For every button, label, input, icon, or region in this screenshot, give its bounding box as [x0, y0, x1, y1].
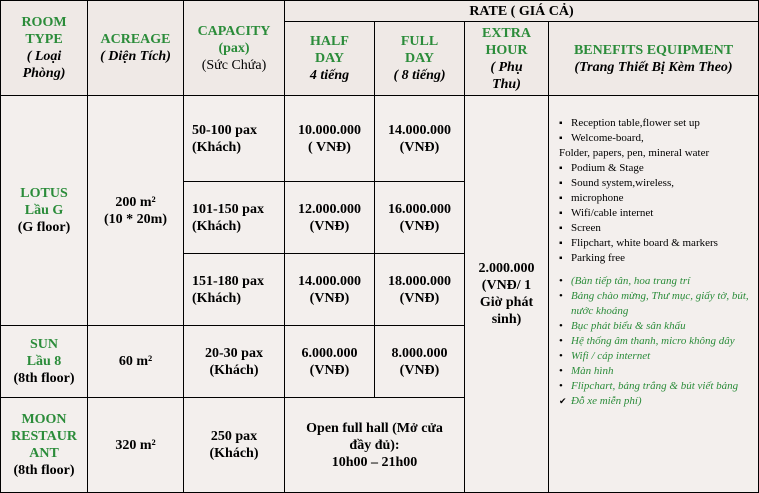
moon-name-2: RESTAUR: [11, 429, 77, 444]
benefit-item: ▪ Wifi/cable internet: [559, 206, 718, 221]
half-day-label-1: HALF: [310, 34, 349, 49]
room-type-vi-2: Phòng): [22, 66, 66, 81]
benefit-vi-item: • Bảng chào mừng, Thư mục, giấy tờ, bút, nước khoáng: [559, 289, 754, 319]
header-rate: [285, 0, 759, 22]
capacity-value: 20-30 pax: [205, 345, 263, 361]
half-day-label-2: DAY: [314, 51, 345, 66]
price-value: 12.000.000: [298, 201, 361, 217]
benefit-item: Folder, papers, pen, mineral water: [559, 147, 710, 159]
extra-hour-price: 2.000.000: [478, 261, 535, 276]
header-acreage: [88, 0, 184, 96]
extra-hour-unit-2: Giờ phát: [479, 295, 534, 310]
price-currency: (VNĐ): [399, 290, 440, 306]
lotus-name-2: Lầu G: [24, 203, 64, 218]
capacity-unit: (Khách): [209, 362, 259, 378]
price-value: 16.000.000: [388, 201, 451, 217]
capacity-unit: (Khách): [192, 139, 241, 155]
lotus-tier1-full: [375, 96, 465, 182]
benefit-vi-item: • Wifi / cáp internet: [559, 349, 754, 364]
price-value: 14.000.000: [388, 122, 451, 138]
benefit-item: ▪ Reception table,flower set up: [559, 116, 718, 131]
price-currency: (VNĐ): [399, 362, 440, 378]
header-half-day: [285, 22, 375, 96]
header-room-type: [0, 0, 88, 96]
benefit-vi-item: • Màn hình: [559, 364, 754, 379]
capacity-value: 50-100 pax: [192, 122, 257, 138]
lotus-dimensions: (10 * 20m): [104, 211, 167, 227]
benefit-item: ▪ Screen: [559, 221, 718, 236]
capacity-value: 250 pax: [210, 429, 258, 444]
price-currency: (VNĐ): [399, 218, 440, 234]
moon-open-hall: [285, 398, 465, 493]
benefit-item: ▪ Flipchart, white board & markers: [559, 236, 718, 251]
price-currency: (VNĐ): [399, 139, 440, 155]
benefit-vi-item: • Flipchart, bảng trắng & bút viết bảng: [559, 379, 754, 394]
rate-label: RATE ( GIÁ CẢ): [469, 3, 574, 19]
full-day-label-1: FULL: [400, 34, 439, 49]
moon-name-1: MOON: [21, 412, 67, 427]
room-type-label-2: TYPE: [25, 32, 63, 47]
lotus-tier2-half: [285, 182, 375, 254]
header-full-day: [375, 22, 465, 96]
lotus-floor: (G floor): [17, 220, 71, 235]
benefits-english-list: [559, 116, 718, 266]
price-value: 10.000.000: [298, 122, 361, 138]
price-value: 14.000.000: [298, 273, 361, 289]
capacity-value: 101-150 pax: [192, 201, 264, 217]
room-sun-area: [88, 326, 184, 398]
price-currency: (VNĐ): [309, 362, 350, 378]
header-extra-hour: [465, 22, 549, 96]
benefit-vi-item: • (Bàn tiếp tân, hoa trang trí: [559, 274, 754, 289]
room-type-vi-1: ( Loại: [26, 49, 62, 64]
benefit-vi-item: • Bục phát biểu & sân khấu: [559, 319, 754, 334]
capacity-unit: (Khách): [192, 218, 241, 234]
benefits-label: BENEFITS EQUIPMENT: [573, 42, 734, 58]
extra-hour-unit-3: sinh): [491, 312, 522, 327]
moon-capacity: [184, 398, 285, 493]
lotus-tier3-full: [375, 254, 465, 326]
half-day-vi: 4 tiếng: [309, 68, 350, 83]
benefit-item: ▪ Podium & Stage: [559, 161, 718, 176]
open-hall-hours: 10h00 – 21h00: [331, 454, 418, 470]
room-moon-area: [88, 398, 184, 493]
sun-area: 60 m²: [118, 354, 153, 369]
price-value: 8.000.000: [391, 345, 448, 361]
lotus-tier3-half: [285, 254, 375, 326]
benefits-panel: [549, 96, 759, 493]
benefit-vi-item: • Hệ thống âm thanh, micro không dây: [559, 334, 754, 349]
header-benefits: [549, 22, 759, 96]
price-value: 18.000.000: [388, 273, 451, 289]
capacity-unit: (Khách): [209, 446, 259, 461]
lotus-tier2-capacity: [184, 182, 285, 254]
room-lotus-name: [0, 96, 88, 326]
sun-capacity: [184, 326, 285, 398]
extra-hour-vi-1: ( Phụ: [490, 59, 523, 75]
sun-name-1: SUN: [29, 337, 58, 352]
benefit-item: ▪ microphone: [559, 191, 718, 206]
benefit-item: ▪ Welcome-board,: [559, 131, 718, 146]
lotus-area: 200 m²: [115, 194, 156, 210]
extra-hour-label-2: HOUR: [485, 42, 528, 58]
moon-name-3: ANT: [29, 446, 59, 461]
open-hall-line-1: Open full hall (Mở cửa: [306, 420, 443, 436]
lotus-name-1: LOTUS: [20, 186, 68, 201]
capacity-unit: (Khách): [192, 290, 241, 306]
sun-name-2: Lầu 8: [26, 354, 62, 369]
extra-hour-unit-1: (VNĐ/ 1: [481, 278, 532, 293]
benefits-vietnamese-list: [559, 274, 754, 409]
price-currency: (VNĐ): [309, 218, 350, 234]
benefit-vi-item: ✔ Đỗ xe miễn phí): [559, 394, 754, 409]
full-day-vi: ( 8 tiếng): [393, 68, 446, 83]
acreage-label: ACREAGE: [100, 32, 171, 47]
capacity-value: 151-180 pax: [192, 273, 264, 289]
lotus-tier1-capacity: [184, 96, 285, 182]
capacity-vi: (Sức Chứa): [201, 57, 267, 73]
capacity-unit: (pax): [218, 40, 250, 56]
room-moon-name: [0, 398, 88, 493]
capacity-label: CAPACITY: [197, 23, 271, 39]
extra-hour-vi-2: Thu): [492, 76, 521, 92]
extra-hour-value: [465, 96, 549, 493]
room-type-label-1: ROOM: [21, 15, 67, 30]
sun-floor: (8th floor): [13, 371, 75, 386]
header-capacity: [184, 0, 285, 96]
price-currency: ( VNĐ): [308, 139, 351, 155]
room-lotus-area: [88, 96, 184, 326]
price-currency: (VNĐ): [309, 290, 350, 306]
extra-hour-label-1: EXTRA: [481, 25, 531, 41]
lotus-tier2-full: [375, 182, 465, 254]
acreage-vi: ( Diện Tích): [100, 49, 171, 64]
benefit-item: ▪ Sound system,wireless,: [559, 176, 718, 191]
sun-half: [285, 326, 375, 398]
lotus-tier1-half: [285, 96, 375, 182]
moon-floor: (8th floor): [13, 463, 75, 478]
sun-full: [375, 326, 465, 398]
full-day-label-2: DAY: [404, 51, 435, 66]
moon-area: 320 m²: [115, 437, 156, 453]
lotus-tier3-capacity: [184, 254, 285, 326]
price-value: 6.000.000: [301, 345, 358, 361]
room-sun-name: [0, 326, 88, 398]
benefit-item: ▪ Parking free: [559, 251, 718, 266]
open-hall-line-2: đầy đủ):: [349, 437, 400, 453]
benefits-vi: (Trang Thiết Bị Kèm Theo): [574, 59, 733, 75]
